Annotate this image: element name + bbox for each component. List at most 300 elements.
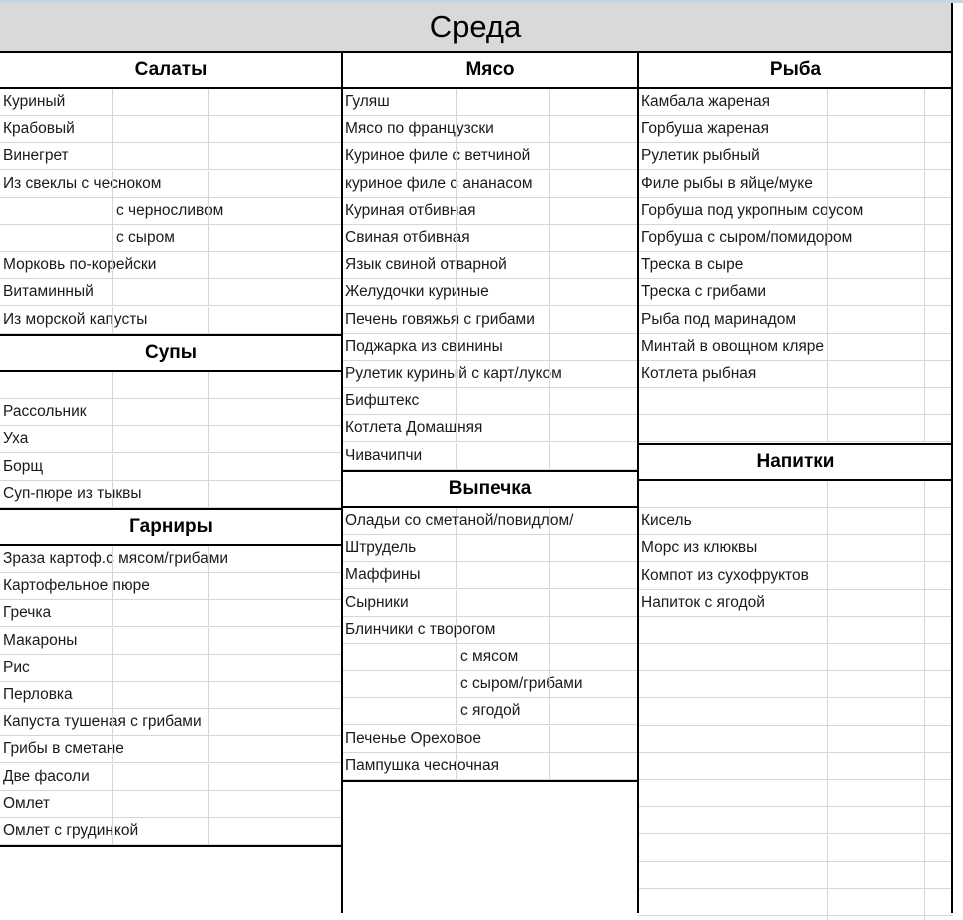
table-row[interactable]	[342, 535, 638, 562]
empty-cell[interactable]	[456, 334, 549, 360]
table-row[interactable]	[0, 372, 342, 399]
table-row[interactable]	[0, 709, 342, 736]
empty-cell[interactable]	[549, 307, 638, 333]
empty-cell[interactable]	[112, 116, 208, 142]
section-header-vypechka[interactable]	[342, 470, 638, 508]
table-row[interactable]	[342, 252, 638, 279]
empty-cell[interactable]	[924, 143, 953, 169]
menu-item-cell[interactable]: Печень говяжья с грибами	[345, 311, 535, 328]
empty-cell[interactable]	[208, 225, 342, 251]
empty-cell[interactable]	[456, 415, 549, 441]
menu-item-cell[interactable]: Картофельное пюре	[3, 577, 150, 594]
menu-item-cell[interactable]: Кисель	[641, 512, 692, 529]
empty-cell[interactable]	[112, 600, 208, 626]
menu-item-cell[interactable]: Котлета рыбная	[641, 365, 757, 382]
menu-item-cell[interactable]: Две фасоли	[3, 768, 90, 785]
empty-cell[interactable]	[638, 699, 827, 725]
empty-cell[interactable]	[924, 225, 953, 251]
empty-cell[interactable]	[549, 698, 638, 724]
empty-cell[interactable]	[208, 252, 342, 278]
menu-item-cell[interactable]: Рассольник	[3, 403, 87, 420]
empty-cell[interactable]	[924, 671, 953, 697]
table-row[interactable]	[638, 862, 953, 889]
empty-cell[interactable]	[112, 573, 208, 599]
table-row[interactable]	[638, 590, 953, 617]
empty-cell[interactable]	[638, 889, 827, 915]
empty-cell[interactable]	[208, 116, 342, 142]
empty-cell[interactable]	[924, 916, 953, 920]
empty-cell[interactable]	[112, 628, 208, 654]
empty-cell[interactable]	[112, 481, 208, 507]
empty-cell[interactable]	[456, 535, 549, 561]
empty-cell[interactable]	[827, 862, 924, 888]
menu-item-cell[interactable]: Рыба под маринадом	[641, 311, 797, 328]
empty-cell[interactable]	[638, 644, 827, 670]
menu-item-cell[interactable]: куриное филе с ананасом	[345, 175, 533, 192]
table-row[interactable]	[342, 617, 638, 644]
menu-item-cell[interactable]: Морковь по-корейски	[3, 256, 157, 273]
table-row[interactable]	[342, 307, 638, 334]
table-row[interactable]	[0, 399, 342, 426]
empty-cell[interactable]	[827, 535, 924, 561]
table-row[interactable]	[638, 889, 953, 916]
empty-cell[interactable]	[208, 546, 342, 572]
menu-item-cell[interactable]: Рулетик куриный с карт/луком	[345, 365, 562, 382]
empty-cell[interactable]	[924, 252, 953, 278]
table-row[interactable]	[342, 443, 638, 470]
section-header-supy[interactable]	[0, 334, 342, 372]
empty-cell[interactable]	[827, 252, 924, 278]
empty-cell[interactable]	[638, 916, 827, 920]
empty-cell[interactable]	[924, 780, 953, 806]
table-row[interactable]	[0, 481, 342, 508]
menu-item-cell[interactable]: с ягодой	[456, 698, 549, 724]
empty-cell[interactable]	[208, 600, 342, 626]
empty-cell[interactable]	[924, 508, 953, 534]
empty-cell[interactable]	[638, 726, 827, 752]
empty-cell[interactable]	[827, 916, 924, 920]
section-header-ryba[interactable]	[638, 51, 953, 89]
empty-cell[interactable]	[924, 753, 953, 779]
table-row[interactable]	[0, 252, 342, 279]
empty-cell[interactable]	[924, 644, 953, 670]
empty-cell[interactable]	[638, 807, 827, 833]
empty-cell[interactable]	[208, 709, 342, 735]
menu-item-cell[interactable]: Борщ	[3, 458, 44, 475]
empty-cell[interactable]	[208, 481, 342, 507]
empty-cell[interactable]	[112, 426, 208, 452]
empty-cell[interactable]	[112, 682, 208, 708]
menu-item-cell[interactable]: Омлет с грудинкой	[3, 822, 139, 839]
table-row[interactable]	[342, 198, 638, 225]
empty-cell[interactable]	[549, 334, 638, 360]
menu-item-cell[interactable]: Морс из клюквы	[641, 539, 758, 556]
empty-cell[interactable]	[827, 225, 924, 251]
menu-item-cell[interactable]: Гуляш	[345, 93, 390, 110]
empty-cell[interactable]	[827, 835, 924, 861]
table-row[interactable]	[638, 617, 953, 644]
empty-cell[interactable]	[112, 791, 208, 817]
empty-cell[interactable]	[549, 562, 638, 588]
empty-cell[interactable]	[638, 415, 827, 441]
empty-cell[interactable]	[549, 225, 638, 251]
empty-cell[interactable]	[638, 862, 827, 888]
empty-cell[interactable]	[924, 415, 953, 441]
empty-cell[interactable]	[208, 655, 342, 681]
table-row[interactable]	[0, 628, 342, 655]
empty-cell[interactable]	[549, 535, 638, 561]
table-row[interactable]	[638, 916, 953, 920]
menu-item-cell[interactable]: Макароны	[3, 632, 78, 649]
empty-cell[interactable]	[924, 726, 953, 752]
empty-cell[interactable]	[549, 198, 638, 224]
empty-cell[interactable]	[924, 361, 953, 387]
table-row[interactable]	[342, 644, 638, 671]
menu-item-cell[interactable]: Омлет	[3, 795, 50, 812]
table-row[interactable]	[0, 225, 342, 252]
table-row[interactable]	[342, 698, 638, 725]
table-row[interactable]	[342, 388, 638, 415]
empty-cell[interactable]	[827, 508, 924, 534]
table-row[interactable]	[638, 334, 953, 361]
empty-cell[interactable]	[827, 889, 924, 915]
table-row[interactable]	[342, 171, 638, 198]
empty-cell[interactable]	[827, 171, 924, 197]
table-row[interactable]	[342, 279, 638, 306]
table-row[interactable]	[0, 655, 342, 682]
empty-cell[interactable]	[112, 307, 208, 333]
empty-cell[interactable]	[456, 361, 549, 387]
empty-cell[interactable]	[549, 590, 638, 616]
empty-cell[interactable]	[549, 143, 638, 169]
empty-cell[interactable]	[827, 807, 924, 833]
table-row[interactable]	[638, 699, 953, 726]
empty-cell[interactable]	[342, 671, 456, 697]
empty-cell[interactable]	[456, 225, 549, 251]
empty-cell[interactable]	[638, 481, 827, 507]
empty-cell[interactable]	[112, 655, 208, 681]
empty-cell[interactable]	[112, 372, 208, 398]
table-row[interactable]	[638, 508, 953, 535]
menu-item-cell[interactable]: Перловка	[3, 686, 73, 703]
table-row[interactable]	[638, 753, 953, 780]
table-row[interactable]	[638, 644, 953, 671]
empty-cell[interactable]	[208, 399, 342, 425]
empty-cell[interactable]	[924, 334, 953, 360]
menu-item-cell[interactable]: Рис	[3, 659, 30, 676]
menu-item-cell[interactable]: Блинчики с творогом	[345, 621, 496, 638]
empty-cell[interactable]	[112, 279, 208, 305]
empty-cell[interactable]	[208, 764, 342, 790]
empty-cell[interactable]	[924, 171, 953, 197]
empty-cell[interactable]	[827, 361, 924, 387]
empty-cell[interactable]	[112, 764, 208, 790]
table-row[interactable]	[0, 682, 342, 709]
menu-item-cell[interactable]: Гречка	[3, 604, 52, 621]
empty-cell[interactable]	[208, 307, 342, 333]
table-row[interactable]	[0, 89, 342, 116]
empty-cell[interactable]	[827, 753, 924, 779]
menu-item-cell[interactable]: Камбала жареная	[641, 93, 771, 110]
empty-cell[interactable]	[549, 671, 638, 697]
menu-item-cell[interactable]: Горбуша жареная	[641, 120, 770, 137]
table-row[interactable]	[342, 334, 638, 361]
menu-item-cell[interactable]: Мясо по французски	[345, 120, 494, 137]
empty-cell[interactable]	[924, 563, 953, 589]
empty-cell[interactable]	[638, 753, 827, 779]
empty-cell[interactable]	[456, 307, 549, 333]
empty-cell[interactable]	[208, 682, 342, 708]
empty-cell[interactable]	[549, 361, 638, 387]
empty-cell[interactable]	[924, 617, 953, 643]
table-row[interactable]	[0, 573, 342, 600]
empty-cell[interactable]	[112, 399, 208, 425]
section-header-garniry[interactable]	[0, 508, 342, 546]
table-row[interactable]	[342, 361, 638, 388]
table-row[interactable]	[342, 508, 638, 535]
menu-item-cell[interactable]: с черносливом	[112, 198, 208, 224]
table-row[interactable]	[638, 780, 953, 807]
table-row[interactable]	[0, 198, 342, 225]
table-row[interactable]	[0, 764, 342, 791]
menu-item-cell[interactable]: Свиная отбивная	[345, 229, 470, 246]
menu-item-cell[interactable]: Минтай в овощном кляре	[641, 338, 825, 355]
empty-cell[interactable]	[549, 644, 638, 670]
menu-item-cell[interactable]: Куриный	[3, 93, 66, 110]
table-row[interactable]	[0, 279, 342, 306]
menu-item-cell[interactable]: Капуста тушеная с грибами	[3, 713, 202, 730]
table-row[interactable]	[342, 116, 638, 143]
table-row[interactable]	[342, 671, 638, 698]
table-row[interactable]	[638, 252, 953, 279]
section-header-myaso[interactable]	[342, 51, 638, 89]
menu-item-cell[interactable]: Чивачипчи	[345, 447, 423, 464]
empty-cell[interactable]	[549, 726, 638, 752]
menu-item-cell[interactable]: Бифштекс	[345, 392, 420, 409]
empty-cell[interactable]	[456, 753, 549, 779]
empty-cell[interactable]	[638, 388, 827, 414]
empty-cell[interactable]	[208, 573, 342, 599]
day-title-banner[interactable]	[0, 3, 953, 51]
menu-item-cell[interactable]: Штрудель	[345, 539, 417, 556]
empty-cell[interactable]	[112, 709, 208, 735]
menu-item-cell[interactable]: Зраза картоф.с мясом/грибами	[3, 550, 229, 567]
table-row[interactable]	[638, 171, 953, 198]
menu-item-cell[interactable]: Винегрет	[3, 147, 69, 164]
empty-cell[interactable]	[924, 807, 953, 833]
menu-item-cell[interactable]: Оладьи со сметаной/повидлом/	[345, 512, 574, 529]
menu-item-cell[interactable]: Филе рыбы в яйце/муке	[641, 175, 813, 192]
empty-cell[interactable]	[208, 454, 342, 480]
empty-cell[interactable]	[342, 644, 456, 670]
menu-item-cell[interactable]: Пампушка чесночная	[345, 757, 499, 774]
empty-cell[interactable]	[827, 563, 924, 589]
empty-cell[interactable]	[456, 590, 549, 616]
menu-item-cell[interactable]: Печенье Ореховое	[345, 730, 481, 747]
table-row[interactable]	[0, 546, 342, 573]
menu-item-cell[interactable]: Витаминный	[3, 283, 94, 300]
empty-cell[interactable]	[827, 388, 924, 414]
table-row[interactable]	[342, 415, 638, 442]
empty-cell[interactable]	[208, 372, 342, 398]
menu-item-cell[interactable]: Куриная отбивная	[345, 202, 476, 219]
empty-cell[interactable]	[827, 780, 924, 806]
empty-cell[interactable]	[827, 116, 924, 142]
empty-cell[interactable]	[208, 736, 342, 762]
empty-cell[interactable]	[342, 698, 456, 724]
empty-cell[interactable]	[549, 171, 638, 197]
empty-cell[interactable]	[638, 780, 827, 806]
empty-cell[interactable]	[112, 252, 208, 278]
empty-cell[interactable]	[112, 89, 208, 115]
empty-cell[interactable]	[549, 415, 638, 441]
table-row[interactable]	[638, 563, 953, 590]
table-row[interactable]	[342, 89, 638, 116]
menu-item-cell[interactable]: Треска в сыре	[641, 256, 744, 273]
table-row[interactable]	[0, 171, 342, 198]
section-header-salaty[interactable]	[0, 51, 342, 89]
table-row[interactable]	[342, 562, 638, 589]
empty-cell[interactable]	[456, 562, 549, 588]
table-row[interactable]	[638, 143, 953, 170]
empty-cell[interactable]	[924, 481, 953, 507]
empty-cell[interactable]	[112, 454, 208, 480]
empty-cell[interactable]	[549, 443, 638, 469]
empty-cell[interactable]	[638, 671, 827, 697]
empty-cell[interactable]	[638, 835, 827, 861]
empty-cell[interactable]	[456, 89, 549, 115]
empty-cell[interactable]	[549, 388, 638, 414]
table-row[interactable]	[638, 807, 953, 834]
empty-cell[interactable]	[924, 889, 953, 915]
empty-cell[interactable]	[456, 171, 549, 197]
menu-item-cell[interactable]: Желудочки куриные	[345, 283, 489, 300]
empty-cell[interactable]	[827, 699, 924, 725]
empty-cell[interactable]	[208, 89, 342, 115]
table-row[interactable]	[638, 415, 953, 442]
table-row[interactable]	[0, 307, 342, 334]
menu-item-cell[interactable]: Суп-пюре из тыквы	[3, 485, 142, 502]
table-row[interactable]	[638, 671, 953, 698]
table-row[interactable]	[0, 736, 342, 763]
table-row[interactable]	[638, 726, 953, 753]
empty-cell[interactable]	[112, 736, 208, 762]
empty-cell[interactable]	[208, 791, 342, 817]
empty-cell[interactable]	[112, 143, 208, 169]
menu-item-cell[interactable]: Уха	[3, 430, 29, 447]
menu-item-cell[interactable]: Грибы в сметане	[3, 740, 124, 757]
empty-cell[interactable]	[827, 198, 924, 224]
empty-cell[interactable]	[924, 89, 953, 115]
empty-cell[interactable]	[924, 307, 953, 333]
table-row[interactable]	[638, 225, 953, 252]
empty-cell[interactable]	[112, 818, 208, 844]
empty-cell[interactable]	[456, 388, 549, 414]
empty-cell[interactable]	[456, 252, 549, 278]
table-row[interactable]	[0, 143, 342, 170]
empty-cell[interactable]	[638, 617, 827, 643]
table-row[interactable]	[638, 198, 953, 225]
table-row[interactable]	[638, 535, 953, 562]
table-row[interactable]	[0, 791, 342, 818]
empty-cell[interactable]	[208, 818, 342, 844]
empty-cell[interactable]	[827, 415, 924, 441]
table-row[interactable]	[638, 481, 953, 508]
empty-cell[interactable]	[924, 835, 953, 861]
table-row[interactable]	[342, 753, 638, 780]
empty-cell[interactable]	[924, 862, 953, 888]
empty-cell[interactable]	[0, 372, 112, 398]
menu-item-cell[interactable]: с сыром/грибами	[456, 671, 549, 697]
menu-item-cell[interactable]: Треска с грибами	[641, 283, 767, 300]
empty-cell[interactable]	[456, 143, 549, 169]
menu-item-cell[interactable]: Сырники	[345, 594, 409, 611]
empty-cell[interactable]	[112, 546, 208, 572]
empty-cell[interactable]	[456, 198, 549, 224]
table-row[interactable]	[342, 590, 638, 617]
empty-cell[interactable]	[456, 279, 549, 305]
table-row[interactable]	[638, 361, 953, 388]
empty-cell[interactable]	[924, 198, 953, 224]
empty-cell[interactable]	[0, 198, 112, 224]
menu-item-cell[interactable]: с сыром	[112, 225, 208, 251]
menu-item-cell[interactable]: Крабовый	[3, 120, 75, 137]
menu-item-cell[interactable]: Из свеклы с чесноком	[3, 175, 162, 192]
menu-item-cell[interactable]: Горбуша с сыром/помидором	[641, 229, 853, 246]
empty-cell[interactable]	[549, 753, 638, 779]
menu-item-cell[interactable]: Поджарка из свинины	[345, 338, 503, 355]
empty-cell[interactable]	[549, 116, 638, 142]
empty-cell[interactable]	[827, 617, 924, 643]
menu-item-cell[interactable]: с мясом	[456, 644, 549, 670]
empty-cell[interactable]	[827, 279, 924, 305]
empty-cell[interactable]	[456, 726, 549, 752]
empty-cell[interactable]	[112, 171, 208, 197]
table-row[interactable]	[342, 225, 638, 252]
empty-cell[interactable]	[208, 426, 342, 452]
table-row[interactable]	[342, 143, 638, 170]
empty-cell[interactable]	[924, 535, 953, 561]
empty-cell[interactable]	[208, 143, 342, 169]
empty-cell[interactable]	[549, 617, 638, 643]
empty-cell[interactable]	[827, 89, 924, 115]
table-row[interactable]	[0, 600, 342, 627]
empty-cell[interactable]	[827, 644, 924, 670]
empty-cell[interactable]	[827, 481, 924, 507]
table-row[interactable]	[638, 279, 953, 306]
empty-cell[interactable]	[208, 628, 342, 654]
empty-cell[interactable]	[827, 334, 924, 360]
menu-item-cell[interactable]: Напиток с ягодой	[641, 594, 765, 611]
empty-cell[interactable]	[456, 617, 549, 643]
section-header-napitki[interactable]	[638, 443, 953, 481]
table-row[interactable]	[638, 116, 953, 143]
table-row[interactable]	[0, 116, 342, 143]
empty-cell[interactable]	[456, 443, 549, 469]
menu-item-cell[interactable]: Маффины	[345, 566, 421, 583]
empty-cell[interactable]	[827, 307, 924, 333]
menu-item-cell[interactable]: Из морской капусты	[3, 311, 148, 328]
table-row[interactable]	[342, 726, 638, 753]
empty-cell[interactable]	[827, 726, 924, 752]
empty-cell[interactable]	[208, 171, 342, 197]
table-row[interactable]	[638, 835, 953, 862]
menu-item-cell[interactable]: Котлета Домашняя	[345, 419, 483, 436]
table-row[interactable]	[638, 307, 953, 334]
empty-cell[interactable]	[924, 116, 953, 142]
empty-cell[interactable]	[924, 388, 953, 414]
menu-item-cell[interactable]: Рулетик рыбный	[641, 147, 760, 164]
